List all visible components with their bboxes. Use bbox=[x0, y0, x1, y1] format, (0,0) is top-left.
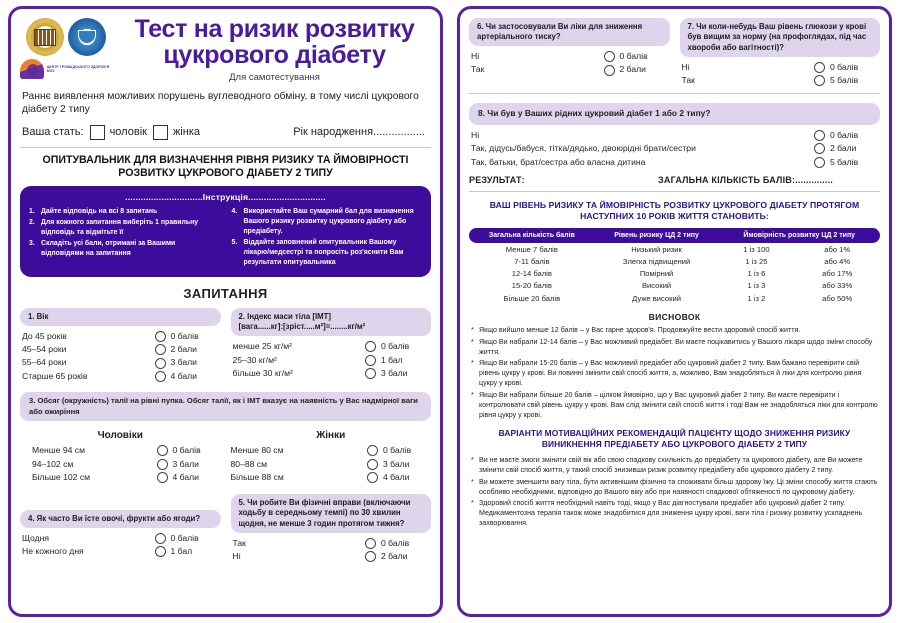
radio-button[interactable] bbox=[157, 459, 168, 470]
total-score-field[interactable]: ЗАГАЛЬНА КІЛЬКІСТЬ БАЛІВ:.............. bbox=[658, 174, 833, 185]
radio-button[interactable] bbox=[155, 358, 166, 369]
conclusion-list bbox=[471, 325, 878, 420]
option-points: 5 балів bbox=[830, 74, 859, 85]
radio-button[interactable] bbox=[365, 341, 376, 352]
table-column-header: Рівень ризику ЦД 2 типу bbox=[595, 228, 719, 243]
option-label: Старше 65 років bbox=[22, 370, 88, 381]
option-label: Не кожного дня bbox=[22, 546, 84, 556]
question-7-header: 7. Чи коли-небудь Ваш рівень глюкози у крові був вищим за норму (на профоглядах, під час хвороби або вагітності)? bbox=[680, 18, 881, 57]
option-points: 2 бали bbox=[830, 143, 857, 154]
question-1-header: 1. Вік bbox=[20, 308, 221, 326]
radio-button[interactable] bbox=[365, 551, 376, 562]
recommendations-title: ВАРІАНТИ МОТИВАЦІЙНИХ РЕКОМЕНДАЦІЙ ПАЦІЄНТУ ЩОДО ЗНИЖЕННЯ РИЗИКУ ВИНИКНЕННЯ ПРЕДІАБЕТУ АБО ЦУКРОВОГО ДІАБЕТУ 2 ТИПУ bbox=[498, 428, 851, 450]
question-5-option[interactable] bbox=[233, 537, 430, 550]
option-points: 2 бали bbox=[170, 344, 197, 355]
question-4 bbox=[20, 494, 221, 558]
result-row bbox=[469, 175, 880, 185]
gender-label: Ваша стать: bbox=[22, 126, 84, 139]
recommendation-item bbox=[471, 498, 878, 528]
radio-button[interactable] bbox=[814, 75, 825, 86]
radio-button[interactable] bbox=[157, 445, 168, 456]
gender-male-checkbox[interactable] bbox=[90, 125, 105, 140]
question-4-option[interactable] bbox=[22, 545, 219, 558]
bullet-icon: * bbox=[471, 499, 474, 508]
instruction-item bbox=[29, 207, 220, 217]
question-7 bbox=[680, 18, 881, 87]
instruction-column-2 bbox=[232, 207, 423, 269]
question-1-option[interactable] bbox=[22, 343, 219, 356]
public-health-center-logo bbox=[20, 59, 112, 79]
question-3-women bbox=[231, 423, 432, 484]
option-label: 55–64 роки bbox=[22, 357, 67, 368]
instruction-item bbox=[29, 218, 220, 238]
cell-level: Низький ризик bbox=[631, 244, 682, 254]
table-column-header: Загальна кількість балів bbox=[469, 228, 595, 243]
option-points: 2 бали bbox=[619, 64, 646, 75]
option-points: 0 балів bbox=[383, 445, 412, 456]
question-3-option-women[interactable] bbox=[231, 444, 432, 457]
question-7-option[interactable] bbox=[682, 74, 879, 87]
option-points: 0 балів bbox=[381, 341, 410, 352]
instruction-text: Використайте Ваш сумарний бал для визначення Вашого ризику розвитку цукрового діабету або предіабету. bbox=[243, 208, 414, 236]
option-points: 2 бали bbox=[381, 551, 408, 562]
question-2-title: 2. Індекс маси тіла [ІМТ] bbox=[238, 311, 331, 321]
radio-button[interactable] bbox=[365, 538, 376, 549]
public-health-center-caption: ЦЕНТР ГРОМАДСЬКОГО ЗДОРОВ'Я МОЗ bbox=[46, 64, 110, 73]
cell-percent: або 33% bbox=[822, 281, 853, 291]
radio-button[interactable] bbox=[365, 355, 376, 366]
conclusion-item bbox=[471, 390, 878, 420]
bullet-icon: * bbox=[471, 391, 474, 400]
question-2-option[interactable] bbox=[233, 367, 430, 380]
page-title: Тест на ризик розвитку цукрового діабету bbox=[134, 15, 415, 69]
option-points: 0 балів bbox=[172, 445, 201, 456]
risk-table bbox=[469, 228, 880, 304]
risk-table-title: ВАШ РІВЕНЬ РИЗИКУ ТА ЙМОВІРНІСТЬ РОЗВИТКУ ЦУКРОВОГО ДІАБЕТУ ПРОТЯГОМ НАСТУПНИХ 10 РОКІВ ЖИТТЯ СТАНОВИТЬ: bbox=[489, 199, 860, 222]
question-5 bbox=[231, 494, 432, 563]
radio-button[interactable] bbox=[155, 371, 166, 382]
radio-button[interactable] bbox=[367, 459, 378, 470]
cell-level: Високий bbox=[641, 281, 672, 291]
birth-year-field[interactable]: Рік народження................. bbox=[293, 126, 425, 139]
option-points: 0 балів bbox=[170, 330, 199, 341]
option-label: Ні bbox=[471, 51, 480, 62]
question-4-header: 4. Як часто Ви їсте овочі, фрукти або ягоди? bbox=[20, 510, 221, 528]
instruction-box bbox=[20, 186, 431, 277]
question-2-option[interactable] bbox=[233, 354, 430, 367]
question-2-option[interactable] bbox=[233, 340, 430, 353]
question-1-option[interactable] bbox=[22, 370, 219, 383]
cell-probability: 1 із 6 bbox=[747, 269, 766, 279]
table-row bbox=[469, 268, 880, 280]
option-points: 4 бали bbox=[383, 471, 410, 482]
radio-button[interactable] bbox=[157, 472, 168, 483]
option-label: Менше 80 см bbox=[230, 445, 284, 456]
question-3 bbox=[20, 392, 431, 484]
lead-text: Раннє виявлення можливих порушень вуглеводного обміну, в тому числі цукрового діабету 2 типу bbox=[22, 91, 419, 116]
conclusion-text: Якщо Ви набрали 12-14 балів – у Вас можливий предіабет. Ви маєте поцікавитись у Вашого лікаря щодо зміни способу життя. bbox=[479, 337, 873, 356]
bullet-icon: * bbox=[471, 337, 474, 346]
cell-probability: 1 із 3 bbox=[747, 281, 766, 291]
option-label: 45–54 роки bbox=[22, 344, 67, 355]
cell-score: 12-14 балів bbox=[511, 269, 552, 279]
instruction-number: 4. bbox=[231, 208, 238, 216]
option-points: 3 бали bbox=[381, 367, 408, 378]
option-label: Так, батьки, брат/сестра або власна дитина bbox=[471, 156, 646, 167]
divider bbox=[469, 191, 880, 192]
gender-female-checkbox[interactable] bbox=[153, 125, 168, 140]
cell-probability: 1 із 25 bbox=[745, 257, 768, 266]
question-2-header bbox=[231, 308, 432, 336]
option-points: 0 балів bbox=[830, 129, 859, 140]
bullet-icon: * bbox=[471, 359, 474, 368]
option-label: менше 25 кг/м² bbox=[232, 341, 292, 352]
option-label: Так bbox=[471, 64, 485, 75]
radio-button[interactable] bbox=[604, 51, 615, 62]
question-3-option-men[interactable] bbox=[20, 471, 221, 484]
option-label: 25–30 кг/м² bbox=[232, 354, 277, 365]
question-5-header: 5. Чи робите Ви фізичні вправи (включаючи ходьбу в середньому темпі) по 30 хвилин щодня, не менше 3 годин протягом тижня? bbox=[231, 494, 432, 533]
cell-percent: або 4% bbox=[824, 257, 851, 266]
gender-birth-row bbox=[22, 125, 429, 140]
option-label: Так bbox=[232, 537, 246, 548]
option-label: 94–102 см bbox=[32, 458, 74, 469]
question-8 bbox=[469, 103, 880, 185]
radio-button[interactable] bbox=[367, 472, 378, 483]
option-label: Менше 94 см bbox=[32, 445, 85, 456]
option-points: 3 бали bbox=[383, 458, 410, 469]
cell-percent: або 50% bbox=[822, 293, 853, 303]
bullet-icon: * bbox=[471, 326, 474, 335]
option-label: Так, дідусь/бабуся, тітка/дядько, двоюрідні брати/сестри bbox=[471, 143, 696, 154]
question-4-option[interactable] bbox=[22, 532, 219, 545]
question-1-option[interactable] bbox=[22, 356, 219, 369]
question-7-option[interactable] bbox=[682, 61, 879, 74]
cell-level: Дуже високий bbox=[632, 293, 681, 303]
instruction-item bbox=[232, 238, 423, 268]
recommendations-list bbox=[471, 455, 878, 528]
question-3-option-women[interactable] bbox=[231, 458, 432, 471]
men-label: Чоловіки bbox=[97, 430, 143, 442]
instruction-number: 1. bbox=[29, 208, 35, 216]
option-label: Ні bbox=[471, 129, 480, 140]
gender-female-label: жінка bbox=[172, 126, 201, 139]
conclusion-text: Якщо Ви набрали більше 20 балів – цілком ймовірно, що у Вас цукровий діабет 2 типу. Ви маєте перевірити і контролювати свій рівень цукру у крові. Вам слід змінити свій спосіб життя і тоді Вам не знадобляться ліки для контролю рівня цукру у крові. bbox=[479, 391, 878, 420]
question-8-option[interactable] bbox=[471, 129, 878, 142]
recommendation-text: Здоровий спосіб життя необхідний навіть тоді, якщо у Вас діагностували предіабет або цукровий діабет 2 типу. Медикаментозна терапія також може знадобитися для зниження цукру крові, ваги тіла і ризику розвитку ускладнень захворювання. bbox=[479, 499, 863, 528]
question-3-option-men[interactable] bbox=[20, 458, 221, 471]
table-row bbox=[469, 255, 880, 267]
gender-male-label: чоловік bbox=[109, 126, 147, 139]
wreath-emblem-icon bbox=[26, 18, 64, 56]
recommendation-text: Ви не маєте змоги змінити свій вік або свою спадкову схильність до предіабету та цукрового діабету, але Ви можете змінити свій спосіб життя, у такий спосіб знизивши ризик розвитку предіабету або цукрового діабету 2 типу. bbox=[479, 456, 863, 475]
cell-score: 7-11 балів bbox=[514, 257, 550, 266]
table-column-header: Ймовірність розвитку ЦД 2 типу bbox=[718, 228, 880, 243]
recommendation-item bbox=[471, 477, 878, 497]
conclusion-text: Якщо вийшло менше 12 балів – у Вас гарне здоров'я. Продовжуйте вести здоровий спосіб життя. bbox=[479, 326, 801, 335]
option-label: Ні bbox=[681, 61, 690, 72]
page-left bbox=[8, 6, 443, 617]
question-8-option[interactable] bbox=[471, 142, 878, 155]
cell-level: Помірний bbox=[639, 269, 674, 279]
radio-button[interactable] bbox=[814, 62, 825, 73]
recommendation-item bbox=[471, 455, 878, 475]
option-points: 5 балів bbox=[830, 156, 859, 167]
instruction-item bbox=[29, 239, 220, 259]
option-points: 4 бали bbox=[170, 370, 197, 381]
instruction-number: 5. bbox=[231, 239, 238, 247]
instruction-text: Складіть усі бали, отримані за Вашими відповідями на запитання bbox=[41, 240, 176, 258]
logo-group bbox=[20, 16, 112, 79]
table-header-row bbox=[469, 228, 880, 243]
radio-button[interactable] bbox=[814, 143, 825, 154]
cell-percent: або 1% bbox=[824, 244, 851, 254]
option-label: Більше 88 см bbox=[230, 471, 284, 482]
header bbox=[20, 16, 431, 83]
cell-probability: 1 із 100 bbox=[743, 244, 770, 254]
option-points: 4 бали bbox=[172, 471, 199, 482]
question-6 bbox=[469, 18, 670, 87]
page-subtitle: Для самотестування bbox=[229, 72, 320, 83]
instruction-text: Віддайте заповнений опитувальник Вашому лікарю/медсестрі та попросіть роз'яснити Вам результати опитувальника bbox=[243, 239, 404, 267]
table-row bbox=[469, 292, 880, 304]
recommendation-text: Ви можете зменшити вагу тіла, бути активнішим фізично та споживати більш здорову їжу. Ці зміни способу життя стають особливо необхідними, відповідно до Вашого віку або при наявності спадкової обтяженості по цукровому діабету. bbox=[479, 477, 878, 496]
table-row bbox=[469, 280, 880, 292]
option-label: більше 30 кг/м² bbox=[232, 367, 293, 378]
conclusion-text: Якщо Ви набрали 15-20 балів – у Вас можливий предіабет або цукровий діабет 2 типу. Вам бажано перевірити свій рівень цукру у крові. Ви повинні змінити свій спосіб життя, а, можливо, Вам знадобляться й ліки для контролю рівня цукру у крові. bbox=[479, 359, 862, 388]
radio-button[interactable] bbox=[367, 445, 378, 456]
page-right bbox=[457, 6, 892, 617]
question-8-header: 8. Чи був у Ваших рідних цукровий діабет 1 або 2 типу? bbox=[469, 103, 880, 125]
option-points: 0 балів bbox=[830, 61, 859, 72]
instruction-number: 2. bbox=[29, 219, 35, 227]
option-label: Ні bbox=[232, 551, 241, 562]
women-label: Жінки bbox=[316, 430, 346, 442]
question-5-option[interactable] bbox=[233, 550, 430, 563]
question-1-option[interactable] bbox=[22, 330, 219, 343]
question-6-option[interactable] bbox=[471, 63, 668, 76]
table-row bbox=[469, 243, 880, 255]
radio-button[interactable] bbox=[365, 368, 376, 379]
cell-probability: 1 із 2 bbox=[747, 293, 766, 303]
option-label: Більше 102 см bbox=[32, 471, 91, 482]
cell-score: Менше 7 балів bbox=[505, 244, 558, 254]
cell-score: 15-20 балів bbox=[511, 281, 552, 291]
bmi-formula-field[interactable]: [вага......кг]:[зріст.....м²]=........кг/м² bbox=[238, 322, 366, 332]
question-2 bbox=[231, 308, 432, 383]
instruction-title: ..............................Інструкція.............................. bbox=[125, 192, 326, 203]
radio-button[interactable] bbox=[155, 331, 166, 342]
family-icon bbox=[20, 59, 44, 79]
instruction-number: 3. bbox=[29, 240, 35, 248]
question-1 bbox=[20, 308, 221, 383]
divider bbox=[20, 147, 431, 148]
question-6-header: 6. Чи застосовували Ви ліки для зниження артеріального тиску? bbox=[469, 18, 670, 46]
option-label: До 45 років bbox=[22, 330, 67, 341]
cell-score: Більше 20 балів bbox=[503, 293, 561, 303]
conclusion-item bbox=[471, 337, 878, 357]
section-heading: ОПИТУВАЛЬНИК ДЛЯ ВИЗНАЧЕННЯ РІВНЯ РИЗИКУ ТА ЙМОВІРНОСТІ РОЗВИТКУ ЦУКРОВОГО ДІАБЕТУ 2 ТИПУ bbox=[42, 153, 409, 179]
medical-seal-emblem-icon bbox=[68, 18, 106, 56]
option-label: Щодня bbox=[22, 532, 50, 543]
question-6-option[interactable] bbox=[471, 50, 668, 63]
radio-button[interactable] bbox=[155, 344, 166, 355]
cell-percent: або 17% bbox=[822, 269, 853, 279]
instruction-text: Для кожного запитання виберіть 1 правильну відповідь та відмітьте її bbox=[41, 219, 199, 237]
option-points: 0 балів bbox=[619, 51, 648, 62]
conclusion-title: ВИСНОВОК bbox=[648, 312, 701, 323]
question-3-header: 3. Обсяг (окружність) талії на рівні пупка. Обсяг талії, як і ІМТ вказує на наявність у Вас надмірної ваги або ожиріння bbox=[20, 392, 431, 421]
instruction-column-1 bbox=[29, 207, 220, 269]
result-label: РЕЗУЛЬТАТ: bbox=[469, 174, 525, 185]
bullet-icon: * bbox=[471, 477, 474, 486]
question-3-option-men[interactable] bbox=[20, 444, 221, 457]
conclusion-item bbox=[471, 325, 878, 335]
option-points: 0 балів bbox=[170, 532, 199, 543]
divider bbox=[469, 93, 880, 94]
option-points: 0 балів bbox=[381, 537, 410, 548]
question-8-option[interactable] bbox=[471, 156, 878, 169]
radio-button[interactable] bbox=[814, 130, 825, 141]
instruction-text: Дайте відповідь на всі 8 запитань bbox=[41, 208, 158, 216]
instruction-item bbox=[232, 207, 423, 237]
conclusion-item bbox=[471, 358, 878, 388]
question-3-men bbox=[20, 423, 221, 484]
option-points: 3 бали bbox=[170, 357, 197, 368]
questions-heading: ЗАПИТАННЯ bbox=[183, 286, 268, 302]
option-points: 1 бал bbox=[170, 546, 193, 556]
option-points: 1 бал bbox=[381, 354, 403, 365]
radio-button[interactable] bbox=[814, 157, 825, 168]
title-block bbox=[118, 16, 431, 83]
radio-button[interactable] bbox=[155, 546, 166, 557]
question-3-option-women[interactable] bbox=[231, 471, 432, 484]
bullet-icon: * bbox=[471, 456, 474, 465]
radio-button[interactable] bbox=[604, 65, 615, 76]
radio-button[interactable] bbox=[155, 533, 166, 544]
cell-level: Злегка підвищений bbox=[622, 257, 691, 266]
option-label: 80–88 см bbox=[230, 458, 267, 469]
option-label: Так bbox=[681, 74, 695, 85]
option-points: 3 бали bbox=[172, 458, 199, 469]
